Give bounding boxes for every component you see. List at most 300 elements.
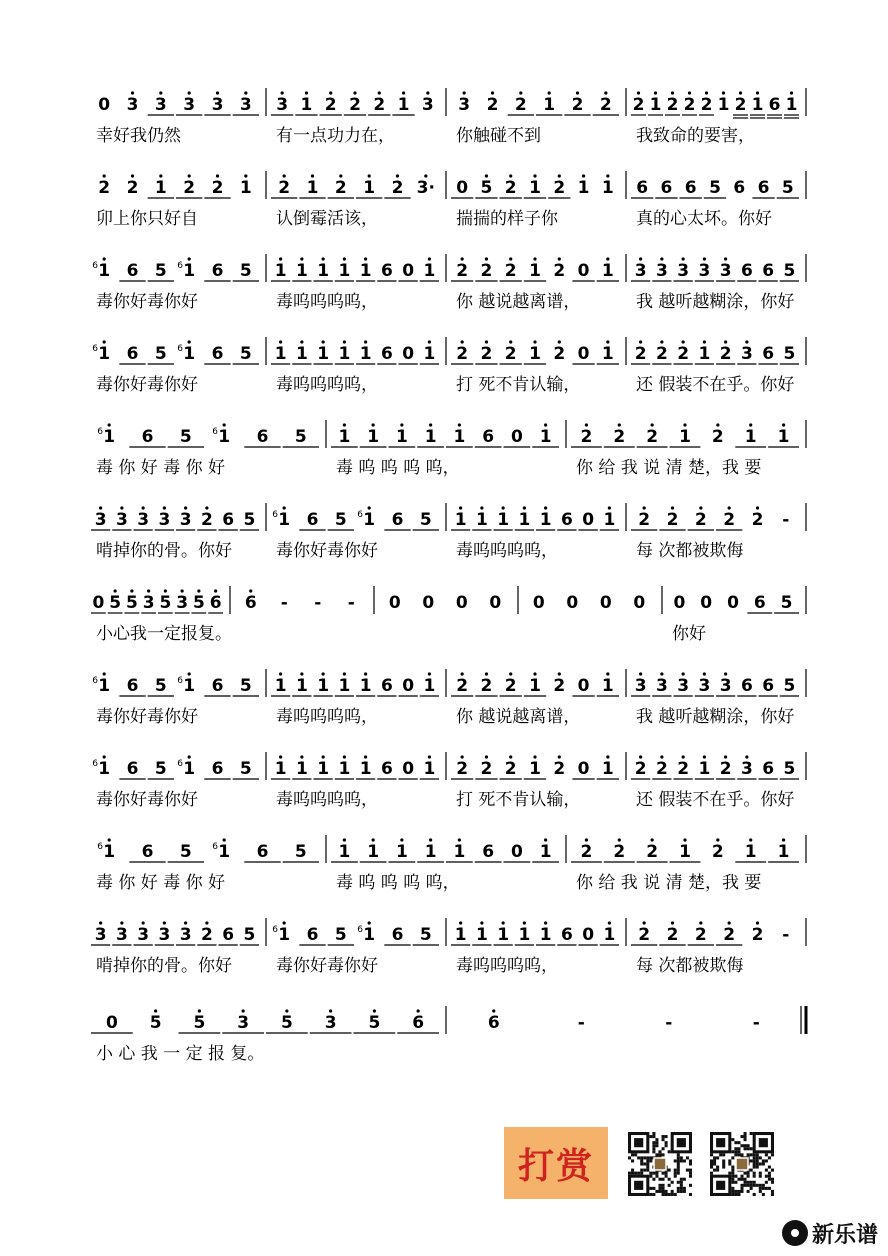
note-digit: 0: [510, 842, 523, 862]
note-digit: 2: [719, 344, 732, 364]
note-digit: 3: [677, 261, 690, 281]
note-digit: 1: [183, 676, 196, 696]
note-digit: 1: [395, 427, 408, 447]
octave-dot: [142, 921, 145, 924]
note-digit: -: [314, 593, 322, 613]
score-row: [91, 586, 806, 644]
octave-dot: [651, 423, 654, 426]
note-digit: 6: [684, 178, 697, 198]
octave-dot: [585, 423, 588, 426]
note-digit: 2: [646, 842, 659, 862]
note-digit: 2: [200, 925, 213, 945]
grace-note: 6: [92, 344, 99, 354]
note-digit: 6: [757, 178, 770, 198]
octave-dot: [343, 257, 346, 260]
note-digit: 1: [278, 510, 291, 530]
octave-dot: [159, 174, 162, 177]
octave-dot: [782, 838, 785, 841]
octave-dot: [188, 672, 191, 675]
octave-dot: [699, 921, 702, 924]
octave-dot: [372, 838, 375, 841]
note-digit: 2: [580, 427, 593, 447]
score-row: [92, 337, 806, 395]
note-digit: 1: [295, 261, 308, 281]
note-digit: 3: [324, 1013, 337, 1033]
note-digit: 1: [98, 344, 111, 364]
note-digit: 3: [719, 261, 732, 281]
grace-note: 6: [212, 842, 219, 852]
octave-dot: [154, 1009, 157, 1012]
lyric-text: 毒呜呜呜呜，: [276, 292, 378, 312]
note-digit: 2: [456, 759, 469, 779]
lyric-text: 你 越说越离谱，: [456, 707, 581, 727]
note-digit: 1: [454, 510, 467, 530]
octave-dot: [703, 257, 706, 260]
octave-dot: [322, 340, 325, 343]
octave-dot: [147, 589, 150, 592]
octave-dot: [582, 174, 585, 177]
note-digit: 5: [419, 510, 432, 530]
note-digit: 2: [719, 759, 732, 779]
note-digit: 1: [395, 842, 408, 862]
note-digit: 0: [98, 95, 111, 115]
note-digit: 6: [560, 510, 573, 530]
note-digit: 2: [638, 510, 651, 530]
lyric-text: 啃掉你的骨。你好: [96, 956, 232, 976]
octave-dot: [728, 921, 731, 924]
note-digit: 5: [159, 593, 172, 613]
octave-dot: [509, 755, 512, 758]
score-row: [91, 503, 806, 561]
note-digit: 1: [601, 344, 614, 364]
score-row: [96, 835, 806, 893]
octave-dot: [606, 672, 609, 675]
grace-note: 6: [92, 759, 99, 769]
note-digit: 1: [359, 676, 372, 696]
brand-name: 新乐谱: [811, 1222, 878, 1248]
note-digit: 5: [149, 1013, 162, 1033]
lyric-text: 小 心 我 一 定 报 复。: [96, 1044, 265, 1064]
octave-dot: [364, 672, 367, 675]
octave-dot: [461, 672, 464, 675]
octave-dot: [533, 340, 536, 343]
note-digit: 6: [412, 1013, 425, 1033]
octave-dot: [509, 340, 512, 343]
octave-dot: [608, 506, 611, 509]
note-digit: 1: [577, 178, 590, 198]
note-digit: 5: [783, 261, 796, 281]
octave-dot: [682, 340, 685, 343]
note-digit: 6: [126, 344, 139, 364]
note-digit: 1: [338, 427, 351, 447]
lyric-text: 我致命的要害，: [636, 126, 755, 146]
score-row: [92, 752, 806, 810]
note-digit: 1: [295, 759, 308, 779]
note-digit: 1: [183, 344, 196, 364]
note-digit: 1: [338, 842, 351, 862]
note-digit: 1: [601, 676, 614, 696]
octave-dot: [159, 91, 162, 94]
note-digit: -: [665, 1013, 673, 1033]
note-digit: 2: [599, 95, 612, 115]
note-digit: 2: [504, 261, 517, 281]
note-digit: -: [752, 1013, 760, 1033]
note-digit: 6: [762, 344, 775, 364]
note-digit: 1: [239, 178, 252, 198]
note-digit: 6: [391, 925, 404, 945]
note-digit: 1: [218, 842, 231, 862]
note-digit: 1: [274, 261, 287, 281]
note-digit: 2: [700, 95, 713, 115]
lyric-text: 毒 你 好 毒 你 好: [96, 873, 226, 893]
lyric-text: 我 越听越糊涂，你好: [636, 292, 795, 312]
note-digit: 2: [751, 925, 764, 945]
note-digit: 5: [192, 593, 205, 613]
octave-dot: [429, 838, 432, 841]
grace-note: 6: [92, 261, 99, 271]
note-digit: 5: [243, 925, 256, 945]
note-digit: 5: [294, 427, 307, 447]
note-digit: 1: [751, 95, 764, 115]
octave-dot: [279, 340, 282, 343]
note-digit: 1: [717, 95, 730, 115]
note-digit: 1: [103, 842, 116, 862]
note-digit: 0: [582, 510, 595, 530]
octave-dot: [606, 174, 609, 177]
lyric-text: 我 越听越糊涂，你好: [636, 707, 795, 727]
note-digit: 6: [753, 593, 766, 613]
note-digit: 0: [510, 427, 523, 447]
octave-dot: [459, 921, 462, 924]
note-digit: 0: [489, 593, 502, 613]
octave-dot: [533, 257, 536, 260]
octave-dot: [643, 921, 646, 924]
note-digit: 1: [453, 427, 466, 447]
note-digit: 2: [480, 759, 493, 779]
lyric-text: 毒 呜 呜 呜 呜，: [336, 873, 460, 893]
octave-dot: [300, 755, 303, 758]
octave-dot: [639, 340, 642, 343]
note-digit: 6: [660, 178, 673, 198]
octave-dot: [188, 174, 191, 177]
tip-button-label: 打赏: [517, 1145, 594, 1187]
note-digit: 2: [486, 95, 499, 115]
note-digit: 2: [504, 344, 517, 364]
note-digit: 2: [480, 676, 493, 696]
note-digit: 5: [368, 1013, 381, 1033]
octave-dot: [459, 506, 462, 509]
note-digit: 1: [601, 261, 614, 281]
note-digit: 5: [154, 676, 167, 696]
note-digit: 1: [601, 759, 614, 779]
note-digit: 1: [359, 344, 372, 364]
note-digit: 1: [603, 925, 616, 945]
octave-dot: [120, 506, 123, 509]
lyric-text: 毒 呜 呜 呜 呜，: [336, 458, 460, 478]
lyric-text: 你好: [672, 624, 706, 644]
note-digit: 5: [783, 344, 796, 364]
lyric-text: 认倒霉活该，: [276, 209, 378, 229]
octave-dot: [281, 91, 284, 94]
octave-dot: [558, 174, 561, 177]
octave-dot: [558, 340, 561, 343]
note-digit: 0: [402, 676, 415, 696]
octave-dot: [682, 257, 685, 260]
note-digit: 3: [179, 510, 192, 530]
octave-dot: [163, 506, 166, 509]
note-digit: 1: [529, 261, 541, 281]
octave-dot: [311, 174, 314, 177]
note-digit: 3: [176, 593, 189, 613]
octave-dot: [188, 91, 191, 94]
note-digit: 2: [456, 344, 469, 364]
octave-dot: [683, 838, 686, 841]
note-digit: 2: [334, 178, 347, 198]
note-digit: 2: [504, 178, 517, 198]
octave-dot: [329, 1009, 332, 1012]
grace-note: 6: [272, 510, 279, 520]
note-digit: 1: [363, 178, 376, 198]
octave-dot: [502, 506, 505, 509]
octave-dot: [639, 257, 642, 260]
note-digit: 6: [762, 676, 775, 696]
octave-dot: [523, 506, 526, 509]
octave-dot: [485, 257, 488, 260]
note-digit: 6: [141, 427, 154, 447]
note-digit: 6: [740, 261, 753, 281]
note-digit: 1: [183, 759, 196, 779]
octave-dot: [205, 921, 208, 924]
note-digit: 0: [577, 344, 590, 364]
octave-dot: [724, 672, 727, 675]
brand-logo[interactable]: [782, 1216, 878, 1250]
note-digit: 6: [211, 261, 224, 281]
note-digit: 5: [179, 842, 192, 862]
octave-dot: [120, 921, 123, 924]
octave-dot: [461, 257, 464, 260]
octave-dot: [637, 91, 640, 94]
octave-dot: [197, 589, 200, 592]
note-digit: 1: [744, 427, 757, 447]
note-digit: 2: [734, 95, 747, 115]
octave-dot: [429, 423, 432, 426]
note-digit: -: [347, 593, 355, 613]
note-digit: 5: [294, 842, 307, 862]
octave-dot: [163, 921, 166, 924]
octave-dot: [639, 672, 642, 675]
octave-dot: [198, 1009, 201, 1012]
octave-dot: [544, 921, 547, 924]
note-digit: 0: [422, 593, 435, 613]
octave-dot: [604, 91, 607, 94]
note-digit: 6: [306, 510, 319, 530]
note-digit: 1: [306, 178, 319, 198]
note-digit: 1: [300, 95, 313, 115]
note-digit: 1: [423, 344, 436, 364]
note-digit: 1: [424, 842, 437, 862]
note-digit: 2: [456, 261, 469, 281]
octave-dot: [724, 755, 727, 758]
note-digit: -: [577, 1013, 585, 1033]
note-digit: 3: [158, 925, 171, 945]
octave-dot: [724, 257, 727, 260]
note-digit: 6: [126, 759, 139, 779]
note-digit: 2: [553, 178, 566, 198]
note-digit: 0: [456, 178, 469, 198]
octave-dot: [643, 506, 646, 509]
octave-dot: [300, 257, 303, 260]
note-digit: 3: [179, 925, 192, 945]
octave-dot: [660, 340, 663, 343]
note-digit: 3: [655, 261, 668, 281]
note-digit: 3·: [416, 178, 435, 198]
note-digit: 1: [679, 842, 691, 862]
octave-dot: [558, 672, 561, 675]
note-digit: 1: [338, 676, 351, 696]
octave-dot: [502, 921, 505, 924]
octave-dot: [660, 672, 663, 675]
note-digit: 0: [402, 344, 415, 364]
octave-dot: [428, 340, 431, 343]
octave-dot: [523, 921, 526, 924]
note-digit: 6: [768, 95, 781, 115]
octave-dot: [184, 506, 187, 509]
note-digit: 3: [634, 676, 647, 696]
octave-dot: [417, 1009, 420, 1012]
octave-dot: [279, 755, 282, 758]
octave-dot: [544, 838, 547, 841]
note-digit: 3: [655, 676, 668, 696]
note-digit: 2: [683, 95, 696, 115]
note-digit: 6: [256, 842, 269, 862]
note-digit: 1: [295, 344, 308, 364]
note-digit: 3: [154, 95, 167, 115]
lyric-text: 有一点功力在，: [276, 126, 395, 146]
octave-dot: [205, 506, 208, 509]
note-digit: 2: [580, 842, 593, 862]
note-digit: 1: [423, 676, 436, 696]
note-digit: 0: [92, 593, 105, 613]
note-digit: 2: [514, 95, 527, 115]
note-digit: 3: [458, 95, 471, 115]
note-digit: 6: [141, 842, 154, 862]
note-digit: 2: [723, 925, 736, 945]
octave-dot: [216, 174, 219, 177]
octave-dot: [103, 174, 106, 177]
lyric-text: 你触碰不到: [456, 126, 541, 146]
octave-dot: [400, 838, 403, 841]
octave-dot: [322, 672, 325, 675]
lyric-text: 毒 你 好 毒 你 好: [96, 458, 226, 478]
note-digit: 3: [634, 261, 647, 281]
octave-dot: [728, 506, 731, 509]
octave-dot: [480, 506, 483, 509]
note-digit: 1: [698, 759, 711, 779]
octave-dot: [131, 174, 134, 177]
score-row: [96, 420, 806, 478]
note-digit: 6: [126, 676, 139, 696]
note-digit: 2: [553, 759, 566, 779]
note-digit: 1: [649, 95, 662, 115]
note-digit: 1: [601, 178, 614, 198]
lyric-text: 每 次都被欺侮: [636, 956, 744, 976]
octave-dot: [188, 755, 191, 758]
note-digit: 2: [694, 510, 707, 530]
note-digit: 2: [646, 427, 659, 447]
octave-dot: [188, 340, 191, 343]
note-digit: 2: [666, 925, 679, 945]
score-row: [96, 171, 806, 229]
octave-dot: [716, 838, 719, 841]
note-digit: 2: [480, 344, 493, 364]
note-digit: 1: [363, 925, 376, 945]
score-row: [96, 88, 806, 146]
note-digit: 1: [539, 510, 552, 530]
note-digit: 3: [698, 676, 711, 696]
note-digit: 5: [125, 593, 138, 613]
tip-button[interactable]: [504, 1127, 608, 1199]
octave-dot: [184, 921, 187, 924]
octave-dot: [654, 91, 657, 94]
octave-dot: [705, 91, 708, 94]
octave-dot: [329, 91, 332, 94]
octave-dot: [716, 423, 719, 426]
note-digit: 5: [239, 261, 252, 281]
octave-dot: [343, 672, 346, 675]
octave-dot: [606, 340, 609, 343]
octave-dot: [214, 589, 217, 592]
note-digit: 0: [388, 593, 401, 613]
note-digit: 3: [237, 1013, 250, 1033]
octave-dot: [461, 755, 464, 758]
qr-code-icon: [710, 1132, 774, 1196]
note-digit: 0: [402, 759, 415, 779]
note-digit: 2: [126, 178, 139, 198]
note-digit: 6: [482, 427, 495, 447]
note-digit: 1: [103, 427, 116, 447]
octave-dot: [428, 672, 431, 675]
note-digit: 1: [363, 510, 376, 530]
octave-dot: [608, 921, 611, 924]
octave-dot: [108, 838, 111, 841]
note-digit: 1: [475, 925, 488, 945]
octave-dot: [618, 423, 621, 426]
note-digit: 2: [666, 510, 679, 530]
note-digit: 5: [783, 676, 796, 696]
octave-dot: [343, 340, 346, 343]
octave-dot: [114, 589, 117, 592]
note-digit: 5: [154, 344, 167, 364]
octave-dot: [283, 921, 286, 924]
octave-dot: [703, 340, 706, 343]
note-digit: 0: [105, 1013, 118, 1033]
note-digit: 1: [98, 759, 111, 779]
note-digit: 5: [179, 427, 192, 447]
note-digit: 1: [338, 261, 351, 281]
note-digit: 5: [480, 178, 493, 198]
lyric-text: 毒你好毒你好: [276, 956, 378, 976]
note-digit: 1: [183, 261, 196, 281]
octave-dot: [618, 838, 621, 841]
lyric-text: 毒呜呜呜呜，: [456, 956, 558, 976]
octave-dot: [216, 91, 219, 94]
octave-dot: [782, 423, 785, 426]
octave-dot: [703, 755, 706, 758]
octave-dot: [142, 506, 145, 509]
grace-note: 6: [177, 759, 184, 769]
octave-dot: [491, 91, 494, 94]
octave-dot: [724, 340, 727, 343]
